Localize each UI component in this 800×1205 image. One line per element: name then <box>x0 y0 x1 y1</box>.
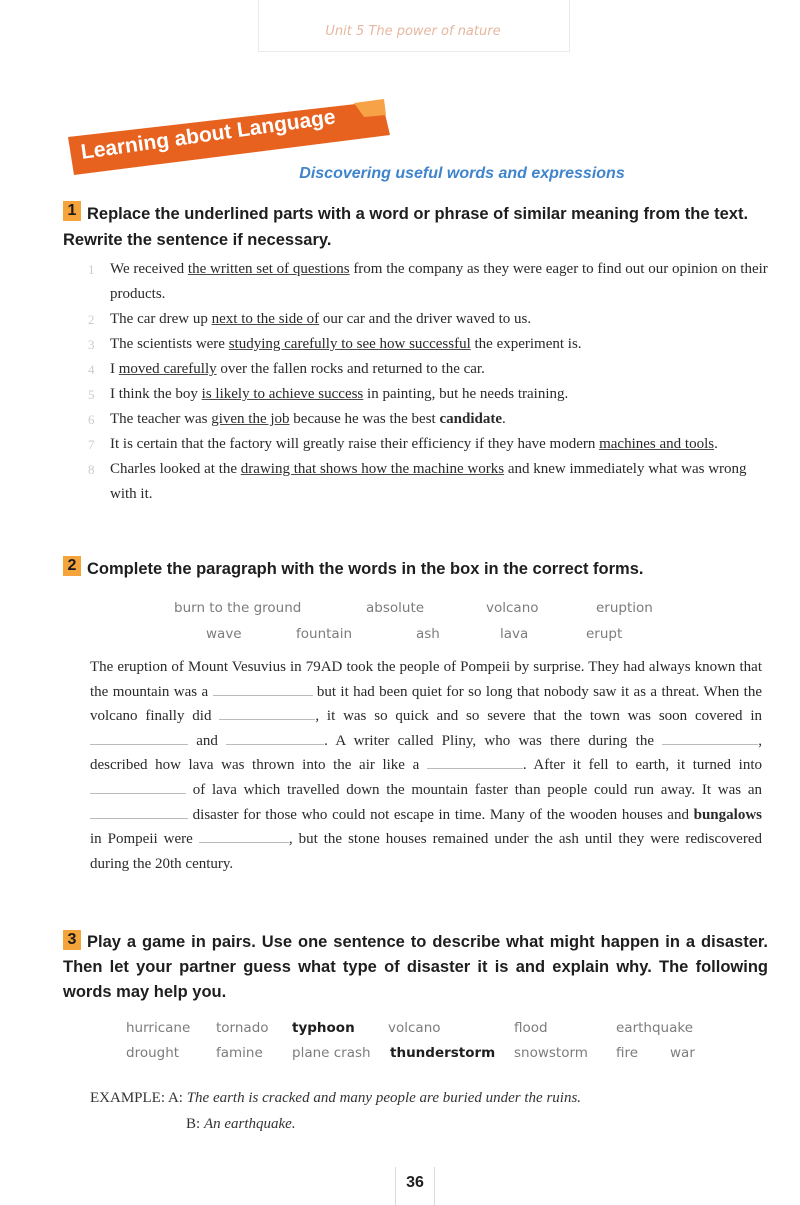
word-box-item: volcano <box>486 600 539 616</box>
word-box-item: lava <box>500 626 529 642</box>
word-box-item: absolute <box>366 600 425 616</box>
section-1-instruction: Replace the underlined parts with a word or phrase of similar meaning from the text. Rewrite the sentence if necessary. <box>63 205 749 249</box>
section-3-number: 3 <box>63 930 81 950</box>
item-text: . <box>502 411 506 427</box>
paragraph-text: , but the stone houses remained under the ash until they were rediscovered during the 20th century. <box>90 831 762 872</box>
exercise-item <box>88 357 768 382</box>
item-text: our car and the driver waved to us. <box>319 311 532 327</box>
example-block <box>90 1085 581 1137</box>
answer-blank[interactable] <box>213 681 313 696</box>
item-text: I think the boy <box>110 386 202 402</box>
item-text: The car drew up <box>110 311 212 327</box>
section-subtitle: Discovering useful words and expressions <box>299 165 625 182</box>
item-number: 1 <box>88 262 95 277</box>
exercise-item <box>88 432 768 457</box>
exercise-2-paragraph <box>90 655 762 876</box>
paragraph-text: disaster for those who could not escape in time. Many of the wooden houses and <box>188 806 694 823</box>
example-a-label: A: <box>167 1090 183 1106</box>
paragraph-text: The eruption of Mount Vesuvius in 79AD took the people of Pompeii by surprise. They had always known that the mountain was a <box>90 659 762 700</box>
example-b-label: B: <box>186 1116 201 1132</box>
item-number: 8 <box>88 462 95 477</box>
disaster-word: famine <box>216 1045 263 1061</box>
item-text: We received <box>110 261 188 277</box>
word-box-item: burn to the ground <box>174 600 302 616</box>
disaster-word: volcano <box>388 1020 441 1036</box>
item-text: . <box>714 436 718 452</box>
exercise-item <box>88 307 768 332</box>
disaster-word: thunderstorm <box>390 1045 496 1061</box>
section-2-instruction: Complete the paragraph with the words in the box in the correct forms. <box>87 560 644 578</box>
disaster-word: tornado <box>216 1020 269 1036</box>
underlined-phrase: is likely to achieve success <box>201 386 364 402</box>
exercise-item <box>88 257 768 307</box>
word-box-item: ash <box>416 626 440 642</box>
underlined-phrase: the written set of questions <box>187 261 350 277</box>
paragraph-text: and <box>188 732 227 749</box>
word-box-item: fountain <box>296 626 352 642</box>
disaster-word: earthquake <box>616 1020 694 1036</box>
answer-blank[interactable] <box>90 730 188 745</box>
underlined-phrase: studying carefully to see how successful <box>228 336 471 352</box>
word-box-item: wave <box>206 626 242 642</box>
exercise-item <box>88 407 768 432</box>
example-a-text: The earth is cracked and many people are buried under the ruins. <box>186 1090 582 1106</box>
page-number: 36 <box>395 1167 435 1205</box>
item-text: The teacher was <box>110 411 212 427</box>
exercise-item <box>88 332 768 357</box>
exercise-item <box>88 457 768 507</box>
underlined-phrase: next to the side of <box>211 311 320 327</box>
disaster-word: typhoon <box>292 1020 355 1036</box>
disaster-word: fire <box>616 1045 639 1061</box>
disaster-word: drought <box>126 1045 180 1061</box>
section-2-number: 2 <box>63 556 81 576</box>
item-text: I <box>110 361 119 377</box>
item-number: 5 <box>88 387 95 402</box>
word-box-item: eruption <box>596 600 653 616</box>
answer-blank[interactable] <box>427 754 523 769</box>
answer-blank[interactable] <box>219 705 315 720</box>
paragraph-text: of lava which travelled down the mountain faster than people could run away. It was an <box>186 781 762 798</box>
answer-blank[interactable] <box>90 779 186 794</box>
section-3-instruction: Play a game in pairs. Use one sentence to describe what might happen in a disaster. Then let your partner guess what type of disaster it is and explain why. The following words may help you. <box>63 933 768 1001</box>
item-text: because he was the best <box>289 411 440 427</box>
item-text: It is certain that the factory will greatly raise their efficiency if they have modern <box>110 436 600 452</box>
answer-blank[interactable] <box>226 730 324 745</box>
item-text: Charles looked at the <box>110 461 241 477</box>
disaster-word: war <box>670 1045 695 1061</box>
underlined-phrase: machines and tools <box>599 436 715 452</box>
item-number: 3 <box>88 337 95 352</box>
answer-blank[interactable] <box>662 730 758 745</box>
item-number: 2 <box>88 312 95 327</box>
unit-header: Unit 5 The power of nature <box>325 24 501 39</box>
section-2-heading <box>63 556 768 582</box>
underlined-phrase: drawing that shows how the machine works <box>240 461 505 477</box>
section-1-heading <box>63 201 768 253</box>
item-number: 4 <box>88 362 95 377</box>
item-text: in painting, but he needs training. <box>363 386 569 402</box>
answer-blank[interactable] <box>199 828 289 843</box>
item-text: over the fallen rocks and returned to the car. <box>216 361 485 377</box>
section-3-heading <box>63 930 768 1005</box>
banner-title: Learning about Language <box>79 105 337 164</box>
disaster-word: hurricane <box>126 1020 191 1036</box>
paragraph-text: , described how lava was thrown into the air like a <box>90 732 762 774</box>
item-text: and knew immediately what was wrong with it. <box>110 461 747 502</box>
example-b-text: An earthquake. <box>203 1116 296 1132</box>
example-label: EXAMPLE: <box>90 1090 165 1106</box>
paragraph-text: in Pompeii were <box>90 831 199 848</box>
item-text: The scientists were <box>110 336 229 352</box>
answer-blank[interactable] <box>90 804 188 819</box>
disaster-word: plane crash <box>292 1045 371 1061</box>
item-number: 6 <box>88 412 95 427</box>
paragraph-text: . A writer called Pliny, who was there during the <box>324 732 663 749</box>
item-number: 7 <box>88 437 95 452</box>
underlined-phrase: given the job <box>211 411 290 427</box>
paragraph-text: , it was so quick and so severe that the town was soon covered in <box>315 708 762 725</box>
section-1-number: 1 <box>63 201 81 221</box>
paragraph-text: but it had been quiet for so long that nobody saw it as a threat. When the volcano finally did <box>90 683 762 725</box>
item-text: from the company as they were eager to find out our opinion on their products. <box>110 261 768 302</box>
disaster-word: snowstorm <box>514 1045 588 1061</box>
paragraph-bold-word: bungalows <box>693 806 762 823</box>
word-box-item: erupt <box>586 626 623 642</box>
item-text: the experiment is. <box>470 336 582 352</box>
bold-word: candidate <box>439 411 502 427</box>
underlined-phrase: moved carefully <box>118 361 217 377</box>
exercise-item <box>88 382 768 407</box>
paragraph-text: . After it fell to earth, it turned into <box>522 757 762 774</box>
exercise-1-list <box>88 257 768 507</box>
disaster-word: flood <box>514 1020 548 1036</box>
